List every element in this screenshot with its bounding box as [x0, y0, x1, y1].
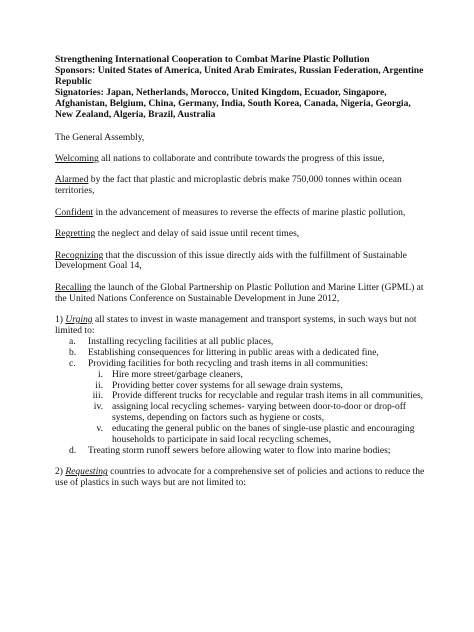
general-assembly-line: The General Assembly, [55, 131, 145, 143]
clause-text: the launch of the Global Partnership on Plastic Pollution and Marine Litter (GPML) at the United Nations Conference on Sustainable Development in June 2012, [55, 281, 424, 304]
signatories-line-1: Signatories: Japan, Netherlands, Morocco, United Kingdom, Ecuador, Singapore, [55, 87, 387, 99]
sub-clause-text: Installing recycling facilities at all public places, [88, 335, 274, 347]
sub-clause-marker: a. [69, 335, 76, 347]
preambular-clause [55, 154, 425, 165]
preambular-clause [55, 229, 425, 240]
sub-clause-marker: c. [69, 357, 76, 369]
sponsors-line-2: Republic [55, 76, 92, 88]
clause-number: 2) [55, 466, 66, 478]
clause-lead-word: Regretting [55, 228, 96, 240]
clause-text: all nations to collaborate and contribute towards the progress of this issue, [98, 152, 385, 164]
document-page [55, 54, 425, 489]
sub-clause-marker: b. [69, 346, 77, 358]
clause-lead-word: Welcoming [55, 152, 99, 164]
sub-clause-d [55, 446, 425, 457]
clause-number: 1) [55, 314, 66, 326]
clause-text: the neglect and delay of said issue until recent times, [95, 228, 300, 240]
sub-sub-clause-text: assigning local recycling schemes- varying between door-to-door or drop-off systems, depending on factors such as hygiene or costs, [112, 401, 406, 424]
sub-sub-clause-text: Provide different trucks for recyclable and regular trash items in all communities, [112, 390, 424, 402]
sponsors-line-1: Sponsors: United States of America, United Arab Emirates, Russian Federation, Argentine [55, 65, 424, 77]
operative-clause-text [55, 315, 425, 337]
clause-text: all states to invest in waste management and transport systems, in such ways but not limited to: [55, 314, 417, 337]
preambular-clause [55, 251, 425, 273]
sub-sub-clause-marker: v. [96, 423, 103, 435]
clause-lead-word: Recognizing [55, 249, 104, 261]
clause-lead-word: Alarmed [55, 174, 89, 186]
signatories-line-2: Afghanistan, Belgium, China, Germany, India, South Korea, Canada, Nigeria, Georgia, [55, 98, 411, 110]
clause-text: in the advancement of measures to reverse the effects of marine plastic pollution, [93, 206, 406, 218]
clause-lead-word: Requesting [65, 466, 108, 478]
sub-clause-text: Establishing consequences for littering in public areas with a dedicated fine, [88, 346, 379, 358]
resolution-header [55, 54, 425, 121]
sub-sub-clause-marker: ii. [95, 379, 103, 391]
clause-text: by the fact that plastic and microplastic debris make 750,000 tonnes within ocean territories, [55, 174, 402, 197]
clause-lead-word: Recalling [55, 281, 92, 293]
sub-sub-clause-marker: i. [97, 368, 103, 380]
resolution-title: Strengthening International Cooperation to Combat Marine Plastic Pollution [55, 54, 370, 65]
operative-clause-1 [55, 315, 425, 457]
sub-sub-clause-v [55, 424, 425, 446]
sub-sub-clause-text: Providing better cover systems for all sewage drain systems, [112, 379, 343, 391]
sub-sub-clause-marker: iv. [93, 401, 103, 413]
sub-sub-clause-text: Hire more street/garbage cleaners, [112, 368, 243, 380]
preambular-clause [55, 283, 425, 305]
signatories-line-3: New Zealand, Algeria, Brazil, Australia [55, 109, 216, 121]
preambular-clause [55, 175, 425, 197]
sub-clause-text: Providing facilities for both recycling and trash items in all communities: [88, 357, 368, 369]
sub-sub-clause-text: educating the general public on the banes of single-use plastic and encouraging households to participate in said local recycling schemes, [112, 423, 415, 446]
operative-clause-2 [55, 467, 425, 489]
clause-text: countries to advocate for a comprehensive set of policies and actions to reduce the use of plastics in such ways but are not limited to: [55, 466, 425, 489]
clause-lead-word: Confident [55, 206, 94, 218]
sub-clause-marker: d. [69, 445, 77, 456]
sub-sub-clause-marker: iii. [92, 390, 103, 402]
clause-lead-word: Urging [65, 314, 93, 326]
sub-sub-clause-iv [55, 402, 425, 424]
sub-clause-text: Treating storm runoff sewers before allowing water to flow into marine bodies; [88, 445, 391, 456]
preambular-clause [55, 208, 425, 219]
clause-text: that the discussion of this issue directly aids with the fulfillment of Sustainable Development Goal 14, [55, 249, 407, 272]
